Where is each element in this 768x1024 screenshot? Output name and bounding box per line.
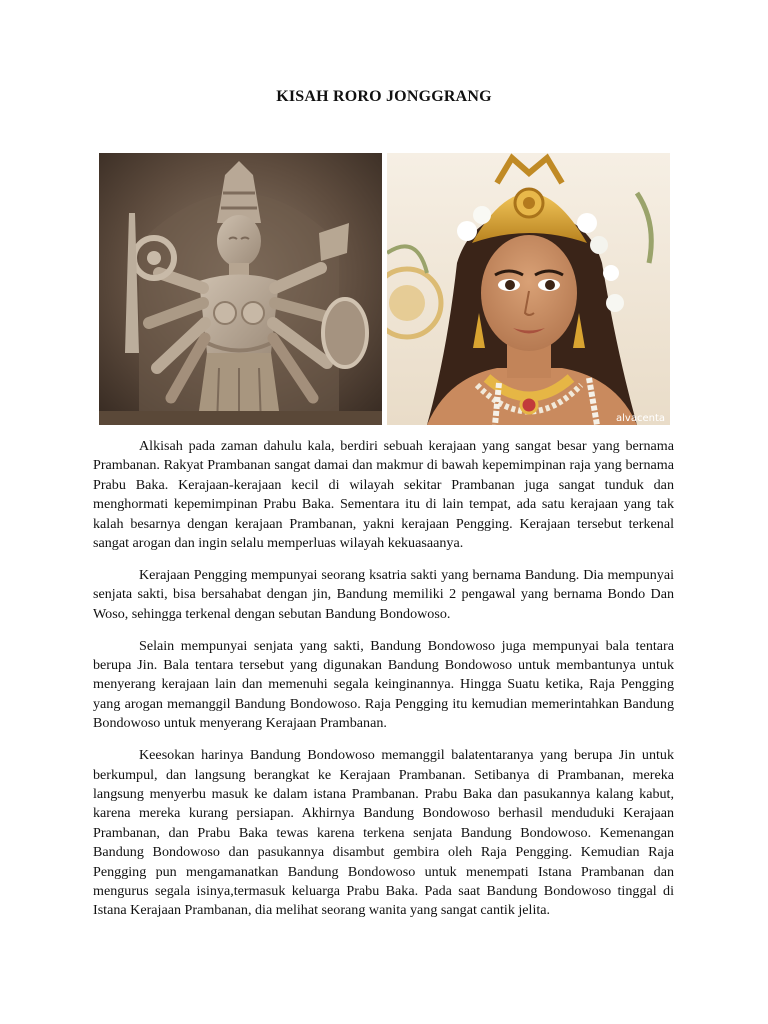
- stone-statue-relief-image: [99, 153, 382, 425]
- paragraph-2: Kerajaan Pengging mempunyai seorang ksatria sakti yang bernama Bandung. Dia mempunyai senjata sakti, bisa bersahabat dengan jin, Bandung memiliki 2 pengawal yang bernama Bondo Dan Woso, sehingga terkenal dengan sebutan Bandung Bondowoso.: [93, 566, 674, 622]
- illustration-row: [99, 153, 671, 425]
- portrait-drawing: [387, 153, 670, 425]
- paragraph-3: Selain mempunyai senjata yang sakti, Bandung Bondowoso juga mempunyai bala tentara berupa Jin. Bala tentara tersebut yang digunakan Bandung Bondowoso untuk membantunya untuk menyerang kerajaan lain dan memenuhi segala keinginannya. Hingga Suatu ketika, Raja Pengging yang arogan memanggil Bandung Bondowoso. Raja Pengging itu kemudian memerintahkan Bandung Bondowoso untuk menyerang Kerajaan Prambanan.: [93, 637, 674, 732]
- statue-drawing: [99, 153, 382, 425]
- princess-portrait-image: [387, 153, 670, 425]
- image-watermark: alvacenta: [616, 413, 665, 424]
- story-body: [93, 437, 674, 933]
- document-title: KISAH RORO JONGGRANG: [276, 88, 492, 105]
- paragraph-4: Keesokan harinya Bandung Bondowoso memanggil balatentaranya yang berupa Jin untuk berkumpul, dan langsung berangkat ke Kerajaan Prambanan. Setibanya di Prambanan, mereka langsung menyerbu masuk ke dalam istana Prambanan. Prabu Baka dan pasukannya kalang kabut, karena mereka kurang persiapan. Akhirnya Bandung Bondowoso berhasil menduduki Kerajaan Prambanan, dan Prabu Baka tewas karena terkena senjata Bandung Bondowoso. Kemenangan Bandung Bondowoso dan pasukannya disambut gembira oleh Raja Pengging. Kemudian Raja Pengging pun mengamanatkan Bandung Bondowoso untuk menempati Istana Prambanan dan mengurus segala isinya,termasuk keluarga Prabu Baka. Pada saat Bandung Bondowoso tinggal di Istana Kerajaan Prambanan, dia melihat seorang wanita yang sangat cantik jelita.: [93, 747, 674, 919]
- paragraph-1: Alkisah pada zaman dahulu kala, berdiri sebuah kerajaan yang sangat besar yang bernama Prambanan. Rakyat Prambanan sangat damai dan makmur di bawah kepemimpinan raja yang bernama Prabu Baka. Kerajaan-kerajaan kecil di wilayah sekitar Prambanan juga sangat tunduk dan menghormati kepemimpinan Prabu Baka. Sementara itu di lain tempat, ada satu kerajaan yang tak kalah besarnya dengan kerajaan Prambanan, yakni kerajaan Pengging. Kerajaan tersebut terkenal sangat arogan dan ingin selalu memperluas wilayah kekuasaanya.: [93, 438, 674, 552]
